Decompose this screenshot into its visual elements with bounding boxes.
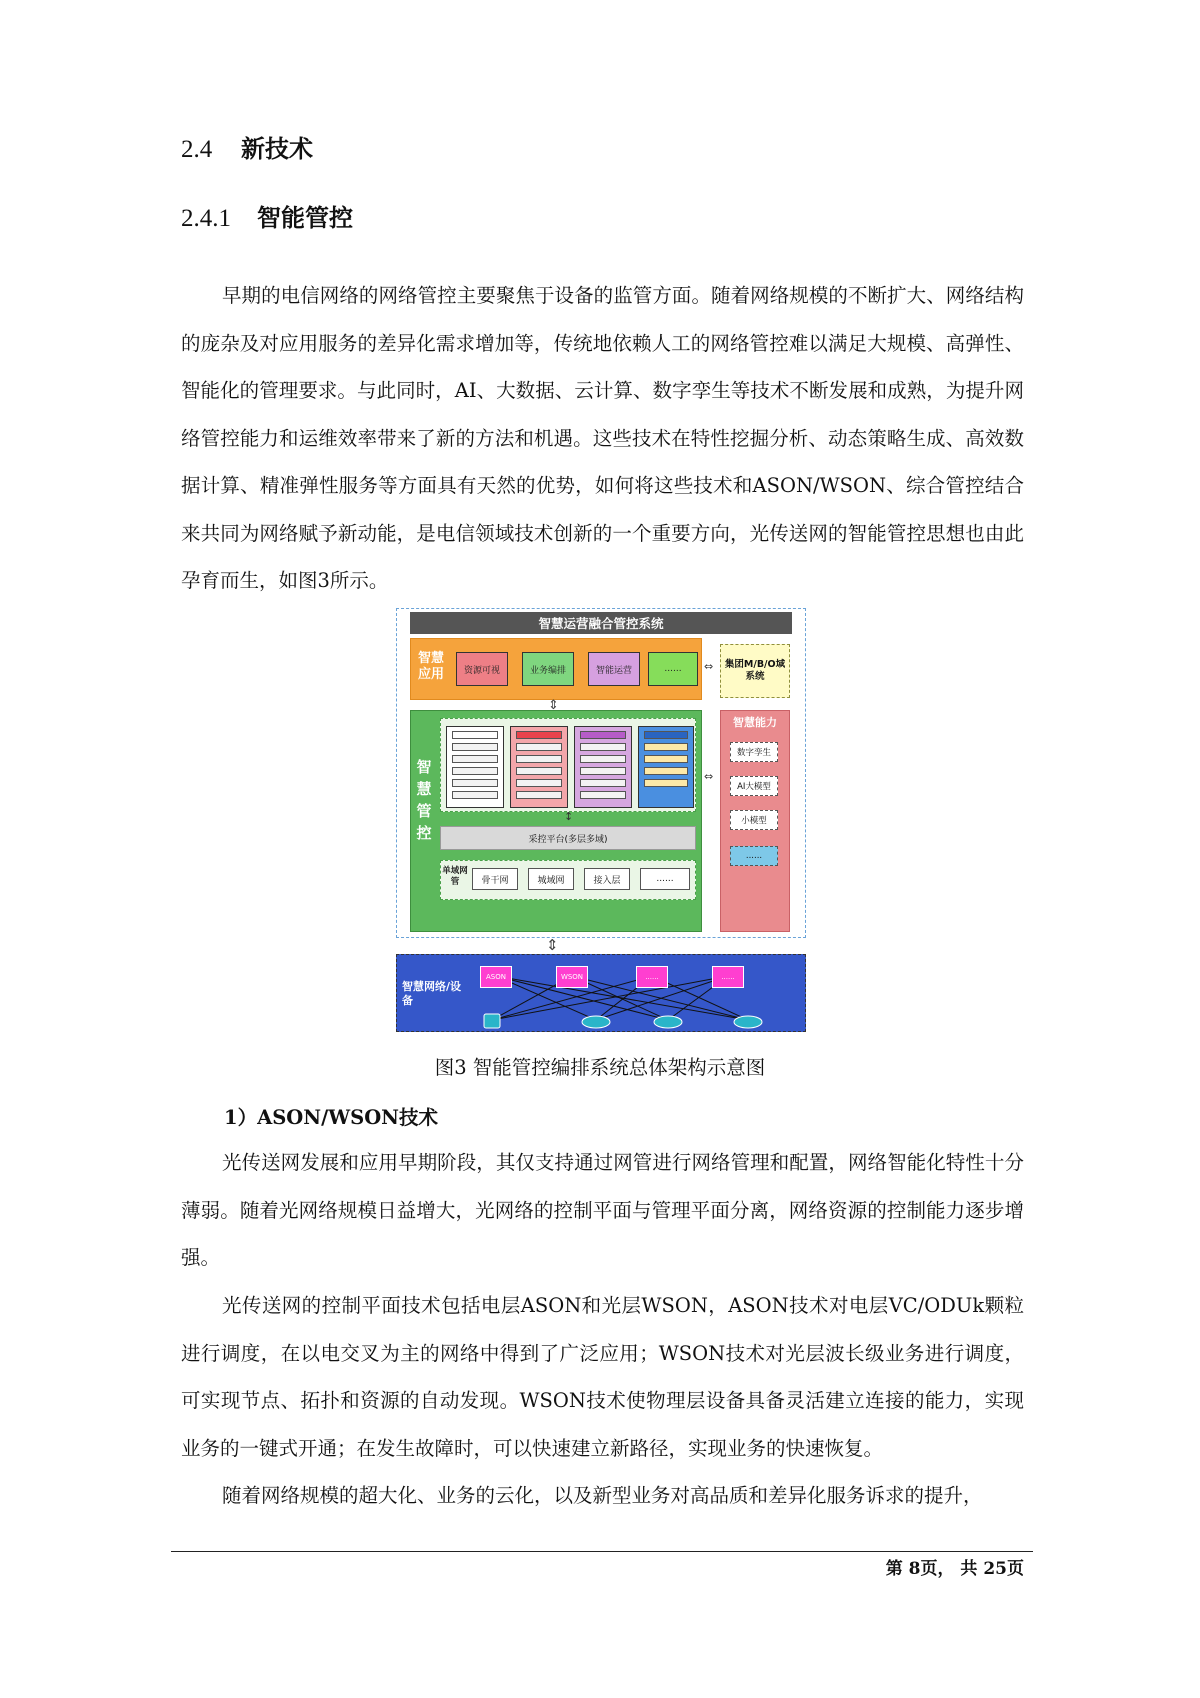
cap-ai-large-model: AI大模型 — [730, 776, 778, 796]
node-ason: ASON — [480, 966, 512, 988]
paragraph-continuation: 随着网络规模的超大化、业务的云化，以及新型业务对高品质和差异化服务诉求的提升， — [222, 1484, 983, 1507]
module-row — [644, 743, 688, 751]
vertical-arrow-icon: ⇕ — [546, 936, 559, 954]
architecture-figure — [392, 604, 810, 1036]
router-icon — [734, 1016, 762, 1028]
module-row — [644, 779, 688, 787]
module-row — [580, 743, 626, 751]
module-row — [644, 731, 688, 739]
double-arrow-icon: ⇔ — [704, 660, 714, 673]
module-row — [516, 755, 562, 763]
control-layer-label: 智慧管控 — [416, 758, 432, 842]
module-column-1 — [446, 726, 504, 808]
section-number: 2.4 — [181, 136, 213, 163]
module-row — [580, 755, 626, 763]
app-service-orchestration: 业务编排 — [522, 652, 574, 686]
external-system: 集团M/B/O域系统 — [720, 644, 790, 698]
module-row — [516, 779, 562, 787]
module-row — [580, 779, 626, 787]
node-wson: WSON — [556, 966, 588, 988]
subsection-heading — [181, 202, 353, 235]
module-row — [644, 767, 688, 775]
paragraph-intro: 早期的电信网络的网络管控主要聚焦于设备的监管方面。随着网络规模的不断扩大、网络结构的庞杂及对应用服务的差异化需求增加等，传统地依赖人工的网络管控难以满足大规模、高弹性、智能化的管理要求。与此同时，AI、大数据、云计算、数字孪生等技术不断发展和成熟，为提升网络管控能力和运维效率带来了新的方法和机遇。这些技术在特性挖掘分析、动态策略生成、高效数据计算、精准弹性服务等方面具有天然的优势，如何将这些技术和ASON/WSON、综合管控结合来共同为网络赋予新动能，是电信领域技术创新的一个重要方向，光传送网的智能管控思想也由此孕育而生，如图3所示。 — [181, 284, 1024, 592]
device-icon — [484, 1014, 500, 1028]
subsection-title: 智能管控 — [257, 204, 353, 232]
node-more-2: ...... — [712, 966, 744, 988]
figure-title: 智慧运营融合管控系统 — [410, 612, 792, 634]
section-heading — [181, 133, 313, 166]
node-more-1: ...... — [636, 966, 668, 988]
module-row — [644, 755, 688, 763]
vertical-arrow-icon: ⇕ — [548, 698, 559, 713]
app-layer-label: 智慧应用 — [417, 651, 444, 682]
app-resource-visual: 资源可视 — [456, 652, 508, 686]
single-domain-label: 单域网管 — [442, 866, 468, 887]
module-row — [452, 743, 498, 751]
module-row — [452, 755, 498, 763]
footer-rule — [171, 1551, 1033, 1552]
module-row — [452, 791, 498, 799]
module-row — [452, 731, 498, 739]
figure-caption: 图3 智能管控编排系统总体架构示意图 — [434, 1056, 766, 1079]
module-row — [516, 767, 562, 775]
net-backbone: 骨干网 — [472, 868, 518, 890]
module-row — [452, 779, 498, 787]
module-column-2 — [510, 726, 568, 808]
module-row — [452, 767, 498, 775]
collection-platform: 采控平台(多层多域) — [440, 826, 696, 850]
subsection-number: 2.4.1 — [181, 205, 231, 232]
app-more: ...... — [648, 652, 698, 686]
paragraph-control-plane: 光传送网的控制平面技术包括电层ASON和光层WSON，ASON技术对电层VC/ODUk颗粒进行调度，在以电交叉为主的网络中得到了广泛应用；WSON技术对光层波长级业务进行调度，可实现节点、拓扑和资源的自动发现。WSON技术使物理层设备具备灵活建立连接的能力，实现业务的一键式开通；在发生故障时，可以快速建立新路径，实现业务的快速恢复。 — [181, 1294, 1024, 1460]
module-row — [580, 731, 626, 739]
module-row — [516, 743, 562, 751]
module-row — [580, 791, 626, 799]
net-more: ...... — [640, 868, 690, 890]
module-column-3 — [574, 726, 632, 808]
subheading-ason-wson: 1）ASON/WSON技术 — [224, 1106, 439, 1129]
section-title: 新技术 — [241, 135, 313, 163]
double-arrow-icon: ⇔ — [704, 770, 714, 783]
up-arrow-icon: ↕ — [564, 810, 574, 823]
module-row — [580, 767, 626, 775]
net-metro: 城域网 — [528, 868, 574, 890]
cap-more: ...... — [730, 846, 778, 866]
router-icon — [654, 1016, 682, 1028]
paragraph-early-stage: 光传送网发展和应用早期阶段，其仅支持通过网管进行网络管理和配置，网络智能化特性十分薄弱。随着光网络规模日益增大，光网络的控制平面与管理平面分离，网络资源的控制能力逐步增强。 — [181, 1151, 1024, 1269]
net-access: 接入层 — [584, 868, 630, 890]
cap-small-model: 小模型 — [730, 810, 778, 830]
network-layer-label: 智慧网络/设备 — [402, 980, 462, 1007]
capability-label: 智慧能力 — [733, 716, 777, 729]
page-number: 第 8页， 共 25页 — [885, 1559, 1024, 1579]
module-column-4 — [638, 726, 694, 808]
router-icon — [582, 1016, 610, 1028]
module-row — [516, 791, 562, 799]
cap-digital-twin: 数字孪生 — [730, 742, 778, 762]
module-row — [516, 731, 562, 739]
app-smart-operation: 智能运营 — [588, 652, 640, 686]
mesh-links — [396, 954, 806, 1032]
